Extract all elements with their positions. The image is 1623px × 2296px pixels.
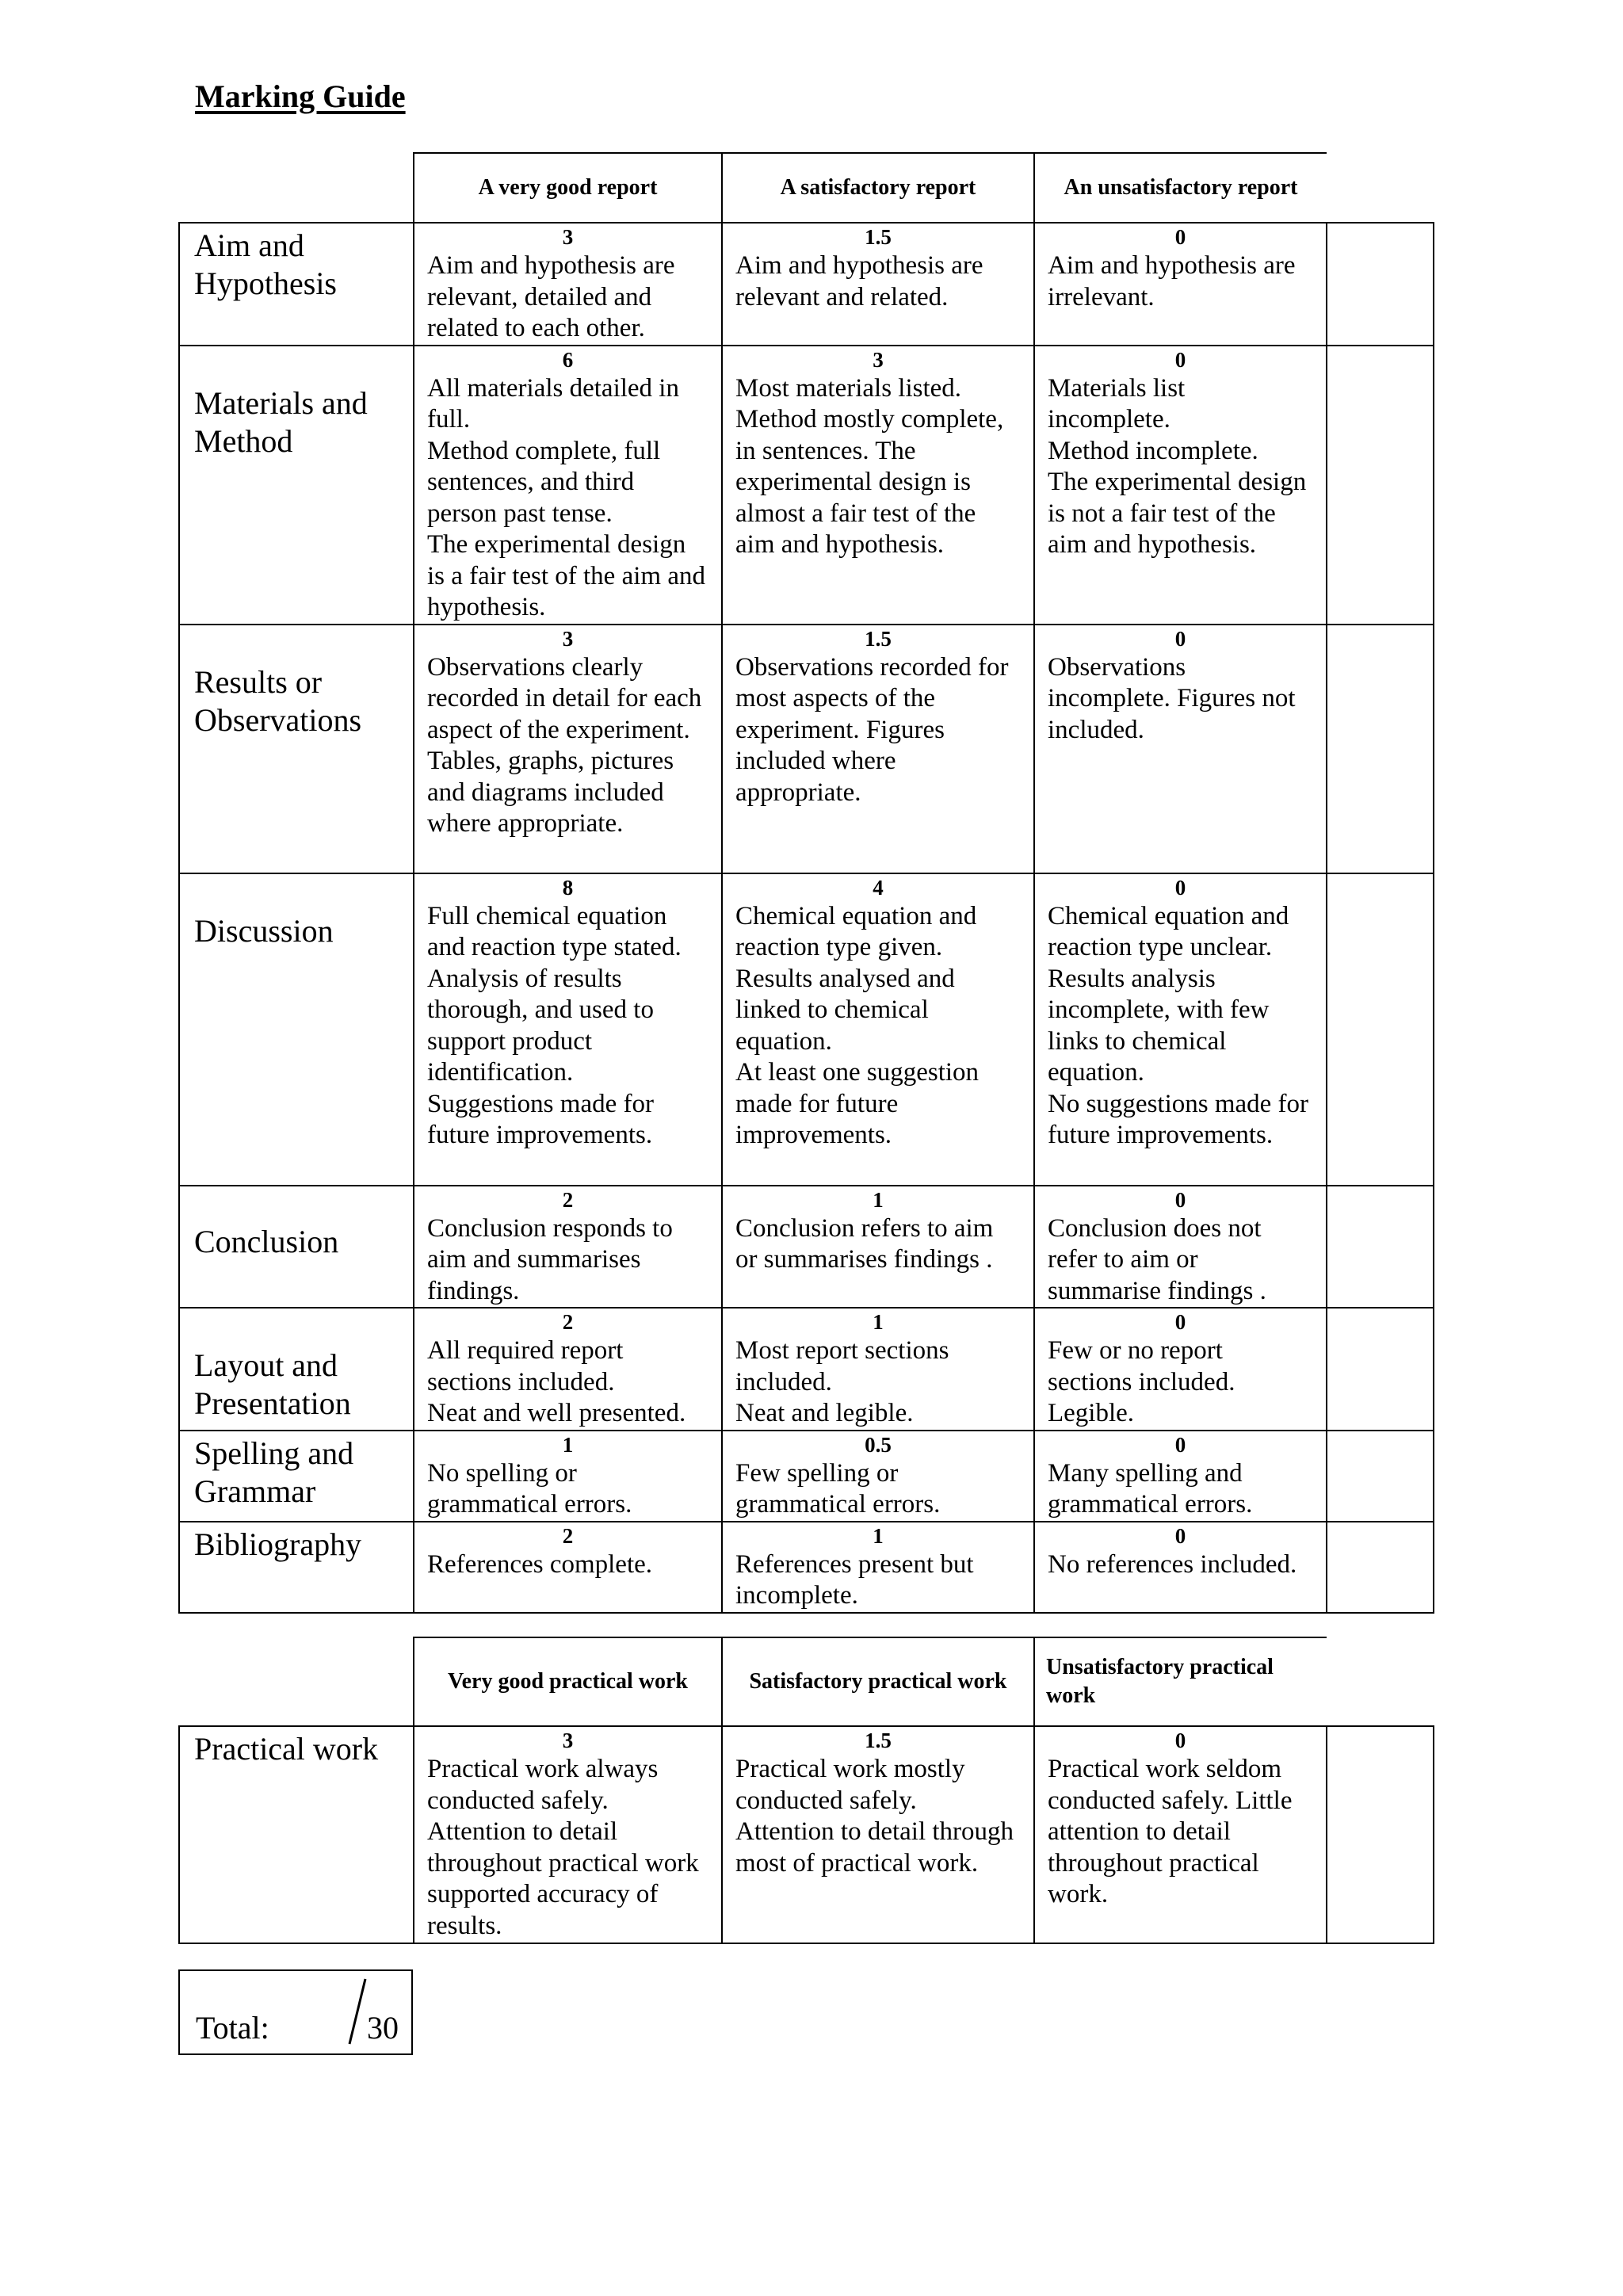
score-value: 3 [873, 347, 884, 372]
score-value: 0 [1174, 1432, 1186, 1457]
mark-cell [1327, 1522, 1434, 1613]
descriptor-text: Most materials listed. Method mostly complete, in sentences. The experimental design is almost a fair test of the aim and hypothesis. [735, 373, 1004, 559]
descriptor-cell [722, 1522, 1034, 1613]
descriptor-cell [414, 1431, 722, 1522]
descriptor-cell [414, 223, 722, 346]
descriptor-cell [1034, 873, 1327, 1186]
descriptor-cell [1034, 1431, 1327, 1522]
descriptor-text: Chemical equation and reaction type given. Results analysed and linked to chemical equation. At least one suggestion made for future improvements. [735, 901, 980, 1149]
descriptor-text: Practical work mostly conducted safely. Attention to detail through most of practical work. [735, 1755, 1014, 1878]
descriptor-cell [1034, 1726, 1327, 1943]
score-value: 2 [562, 1523, 574, 1548]
descriptor-text: Aim and hypothesis are relevant and related. [735, 251, 983, 311]
descriptor-text: Most report sections included. Neat and legible. [735, 1336, 949, 1427]
descriptor-text: Conclusion responds to aim and summarises findings. [427, 1213, 673, 1305]
score-value: 3 [562, 1729, 574, 1752]
score-value: 6 [562, 347, 574, 372]
descriptor-cell [1034, 625, 1327, 873]
descriptor-text: Practical work seldom conducted safely. Little attention to detail throughout practical work. [1048, 1755, 1293, 1908]
score-value: 0 [1174, 1523, 1186, 1548]
rubric-table [178, 152, 1434, 1614]
descriptor-text: Observations clearly recorded in detail for each aspect of the experiment. Tables, graphs, pictures and diagrams included where appropriate. [427, 652, 702, 838]
criterion-label: Materials and Method [179, 346, 414, 625]
rubric-header-row [179, 153, 1434, 223]
criterion-label: Layout and Presentation [179, 1308, 414, 1431]
practical-work-table [178, 1637, 1434, 1944]
descriptor-cell [414, 625, 722, 873]
header-very-good-practical: Very good practical work [414, 1637, 722, 1726]
score-value: 2 [562, 1310, 574, 1334]
descriptor-cell [722, 223, 1034, 346]
descriptor-text: All required report sections included. Neat and well presented. [427, 1336, 686, 1427]
descriptor-text: No spelling or grammatical errors. [427, 1458, 632, 1519]
criterion-label: Discussion [179, 873, 414, 1186]
descriptor-cell [722, 1186, 1034, 1308]
descriptor-text: Full chemical equation and reaction type stated. Analysis of results thorough, and used to support product identification. Suggestions made for future improvements. [427, 901, 682, 1149]
score-value: 1.5 [865, 626, 892, 651]
score-value: 0 [1174, 1187, 1186, 1212]
score-value: 0.5 [865, 1432, 892, 1457]
descriptor-text: Few spelling or grammatical errors. [735, 1458, 941, 1519]
descriptor-cell [722, 873, 1034, 1186]
descriptor-text: References present but incomplete. [735, 1549, 974, 1610]
descriptor-cell [1034, 346, 1327, 625]
total-max-score: 30 [367, 2010, 399, 2046]
rubric-row-aim-hypothesis [179, 223, 1434, 346]
descriptor-cell [414, 346, 722, 625]
rubric-row-spelling-grammar [179, 1431, 1434, 1522]
mark-cell [1327, 873, 1434, 1186]
descriptor-text: Observations recorded for most aspects of the experiment. Figures included where appropriate. [735, 652, 1009, 807]
criterion-label: Aim and Hypothesis [179, 223, 414, 346]
score-value: 1 [873, 1310, 884, 1334]
score-value: 8 [562, 875, 574, 900]
descriptor-cell [414, 873, 722, 1186]
descriptor-cell [1034, 1522, 1327, 1613]
descriptor-text: Practical work always conducted safely. Attention to detail throughout practical work supported accuracy of results. [427, 1755, 699, 1940]
total-slash [345, 1976, 369, 2047]
descriptor-cell [414, 1726, 722, 1943]
score-value: 0 [1174, 626, 1186, 651]
score-value: 3 [562, 225, 574, 249]
header-unsatisfactory-practical: Unsatisfactory practical work [1034, 1637, 1327, 1726]
total-label: Total: [196, 2010, 269, 2046]
mark-cell [1327, 625, 1434, 873]
mark-cell [1327, 1308, 1434, 1431]
mark-cell [1327, 223, 1434, 346]
criterion-label: Bibliography [179, 1522, 414, 1613]
descriptor-cell [722, 346, 1034, 625]
practical-header-row [179, 1637, 1434, 1726]
rubric-row-results-observations [179, 625, 1434, 873]
rubric-row-conclusion [179, 1186, 1434, 1308]
descriptor-cell [414, 1308, 722, 1431]
descriptor-cell [1034, 223, 1327, 346]
criterion-label: Practical work [179, 1726, 414, 1943]
descriptor-text: No references included. [1048, 1549, 1297, 1579]
descriptor-text: Conclusion refers to aim or summarises findings . [735, 1213, 994, 1274]
rubric-row-materials-method [179, 346, 1434, 625]
score-value: 0 [1174, 1310, 1186, 1334]
rubric-row-bibliography [179, 1522, 1434, 1613]
descriptor-text: All materials detailed in full. Method complete, full sentences, and third person past tense. The experimental design is a fair test of the aim and hypothesis. [427, 373, 705, 621]
descriptor-text: Aim and hypothesis are irrelevant. [1048, 251, 1296, 311]
score-value: 3 [562, 626, 574, 651]
descriptor-text: Materials list incomplete. Method incomplete. The experimental design is not a fair test of the aim and hypothesis. [1048, 373, 1307, 559]
descriptor-cell [722, 1308, 1034, 1431]
total-box [178, 1969, 413, 2055]
descriptor-cell [722, 1726, 1034, 1943]
score-value: 1.5 [865, 225, 892, 249]
rubric-row-discussion [179, 873, 1434, 1186]
descriptor-cell [414, 1522, 722, 1613]
score-value: 1 [873, 1187, 884, 1212]
mark-cell [1327, 1431, 1434, 1522]
header-very-good: A very good report [414, 153, 722, 223]
score-value: 0 [1174, 347, 1186, 372]
descriptor-text: Many spelling and grammatical errors. [1048, 1458, 1253, 1519]
header-satisfactory-practical: Satisfactory practical work [722, 1637, 1034, 1726]
descriptor-text: Observations incomplete. Figures not included. [1048, 652, 1296, 744]
descriptor-text: Few or no report sections included. Legible. [1048, 1336, 1235, 1427]
descriptor-text: Conclusion does not refer to aim or summarise findings . [1048, 1213, 1266, 1305]
mark-cell [1327, 1186, 1434, 1308]
descriptor-text: Aim and hypothesis are relevant, detailed and related to each other. [427, 251, 675, 342]
mark-cell [1327, 346, 1434, 625]
criterion-label: Results or Observations [179, 625, 414, 873]
score-value: 2 [562, 1187, 574, 1212]
practical-row [179, 1726, 1434, 1943]
score-value: 4 [873, 875, 884, 900]
score-value: 0 [1174, 875, 1186, 900]
descriptor-cell [414, 1186, 722, 1308]
descriptor-cell [722, 1431, 1034, 1522]
score-value: 1 [562, 1432, 574, 1457]
descriptor-cell [1034, 1186, 1327, 1308]
header-satisfactory: A satisfactory report [722, 153, 1034, 223]
descriptor-cell [1034, 1308, 1327, 1431]
score-value: 1.5 [865, 1729, 892, 1752]
header-unsatisfactory: An unsatisfactory report [1034, 153, 1327, 223]
descriptor-text: References complete. [427, 1549, 653, 1579]
score-value: 1 [873, 1523, 884, 1548]
descriptor-cell [722, 625, 1034, 873]
score-value: 0 [1174, 225, 1186, 249]
descriptor-text: Chemical equation and reaction type unclear. Results analysis incomplete, with few links to chemical equation. No suggestions made for future improvements. [1048, 901, 1309, 1149]
criterion-label: Spelling and Grammar [179, 1431, 414, 1522]
page-title: Marking Guide [195, 78, 406, 114]
mark-cell [1327, 1726, 1434, 1943]
criterion-label: Conclusion [179, 1186, 414, 1308]
rubric-row-layout-presentation [179, 1308, 1434, 1431]
score-value: 0 [1174, 1729, 1186, 1752]
